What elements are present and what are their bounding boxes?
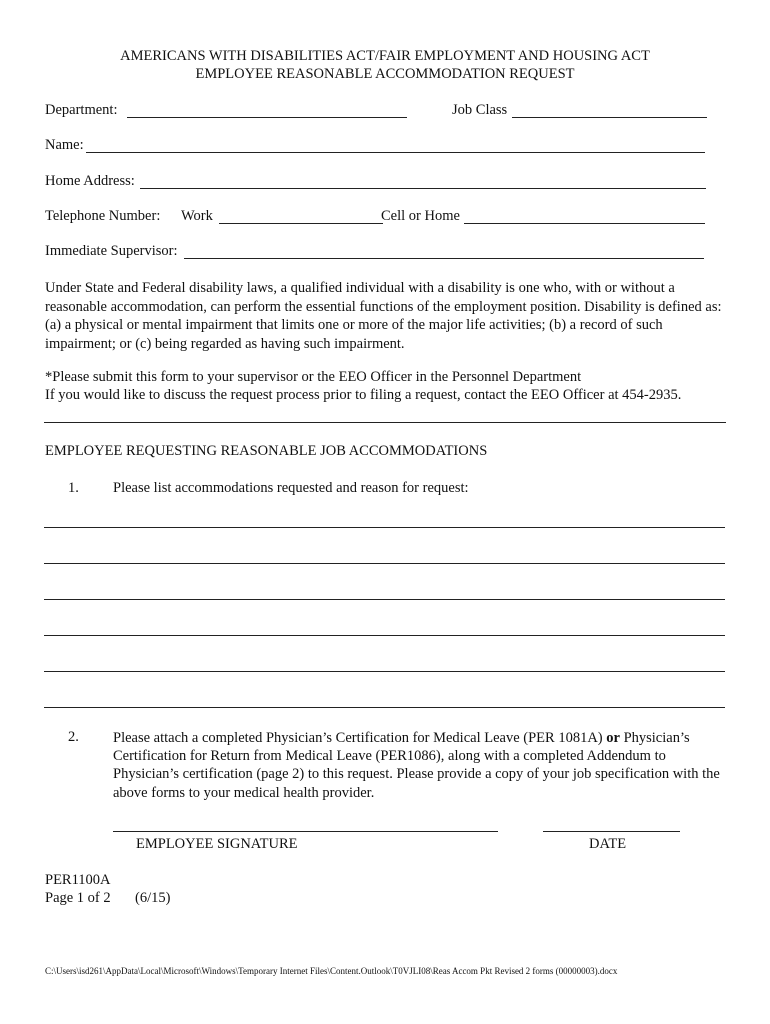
item-1-number: 1. xyxy=(68,480,79,496)
supervisor-field[interactable] xyxy=(187,241,701,257)
name-field[interactable] xyxy=(90,135,702,151)
name-field-line xyxy=(86,152,705,153)
employee-signature-line[interactable] xyxy=(113,831,498,832)
contact-note: If you would like to discuss the request process prior to filing a request, contact the EEO Officer at 454-2935. xyxy=(45,387,682,403)
answer-line[interactable] xyxy=(44,599,725,600)
form-number: PER1100A xyxy=(45,872,111,888)
employee-signature-label: EMPLOYEE SIGNATURE xyxy=(136,836,298,852)
answer-line[interactable] xyxy=(44,527,725,528)
answer-line[interactable] xyxy=(44,671,725,672)
work-phone-field-line xyxy=(219,223,383,224)
job-class-field-line xyxy=(512,117,707,118)
document-title-line-2: EMPLOYEE REASONABLE ACCOMMODATION REQUEST xyxy=(195,66,575,82)
name-label: Name: xyxy=(45,137,84,153)
item-2-text-part-a: Please attach a completed Physician’s Certification for Medical Leave (PER 1081A) xyxy=(113,730,607,746)
answer-line[interactable] xyxy=(44,635,725,636)
answer-line[interactable] xyxy=(44,563,725,564)
home-address-field-line xyxy=(140,188,706,189)
revision-date: (6/15) xyxy=(135,890,171,906)
job-class-field[interactable] xyxy=(514,100,704,116)
home-address-field[interactable] xyxy=(143,171,703,187)
document-title-line-1: AMERICANS WITH DISABILITIES ACT/FAIR EMPLOYMENT AND HOUSING ACT xyxy=(120,48,650,64)
job-class-label: Job Class xyxy=(452,102,508,118)
home-address-label: Home Address: xyxy=(45,173,135,189)
item-2-text-part-b: Physician’s Certification for Return from Medical Leave (PER1086), along with a completed Addendum to Physician’s certification (page 2) to this request. Please provide a copy of your job specification with the above forms to your medical health provider. xyxy=(113,730,720,801)
section-heading: EMPLOYEE REQUESTING REASONABLE JOB ACCOMMODATIONS xyxy=(45,443,488,459)
date-line[interactable] xyxy=(543,831,680,832)
cell-phone-label: Cell or Home xyxy=(381,208,460,224)
file-path-footer: C:\Users\isd261\AppData\Local\Microsoft\Windows\Temporary Internet Files\Content.Outlook\T0VJLI08\Reas Accom Pkt Revised 2 forms (00000003).docx xyxy=(45,966,618,976)
work-phone-label: Work xyxy=(181,208,213,224)
department-label: Department: xyxy=(45,102,118,118)
item-1-text: Please list accommodations requested and reason for request: xyxy=(113,480,469,496)
item-2-number: 2. xyxy=(68,729,79,745)
supervisor-field-line xyxy=(184,258,704,259)
cell-phone-field-line xyxy=(464,223,705,224)
department-field[interactable] xyxy=(130,100,404,116)
page-number: Page 1 of 2 xyxy=(45,890,111,906)
item-2-or: or xyxy=(606,730,620,746)
department-field-line xyxy=(127,117,407,118)
submission-note: *Please submit this form to your supervisor or the EEO Officer in the Personnel Department xyxy=(45,369,582,385)
item-2-text xyxy=(113,729,725,802)
date-label: DATE xyxy=(589,836,627,852)
telephone-label: Telephone Number: xyxy=(45,208,161,224)
answer-line[interactable] xyxy=(44,707,725,708)
disability-definition-paragraph: Under State and Federal disability laws, a qualified individual with a disability is one who, with or without a reasonable accommodation, can perform the essential functions of the employment position. Disability is defined as: (a) a physical or mental impairment that limits one or more of the major life activities; (b) a record of such impairment; or (c) being regarded as having such impairment. xyxy=(45,280,722,352)
supervisor-label: Immediate Supervisor: xyxy=(45,243,178,259)
section-divider xyxy=(44,422,726,423)
cell-phone-field[interactable] xyxy=(466,206,702,222)
work-phone-field[interactable] xyxy=(221,206,379,222)
